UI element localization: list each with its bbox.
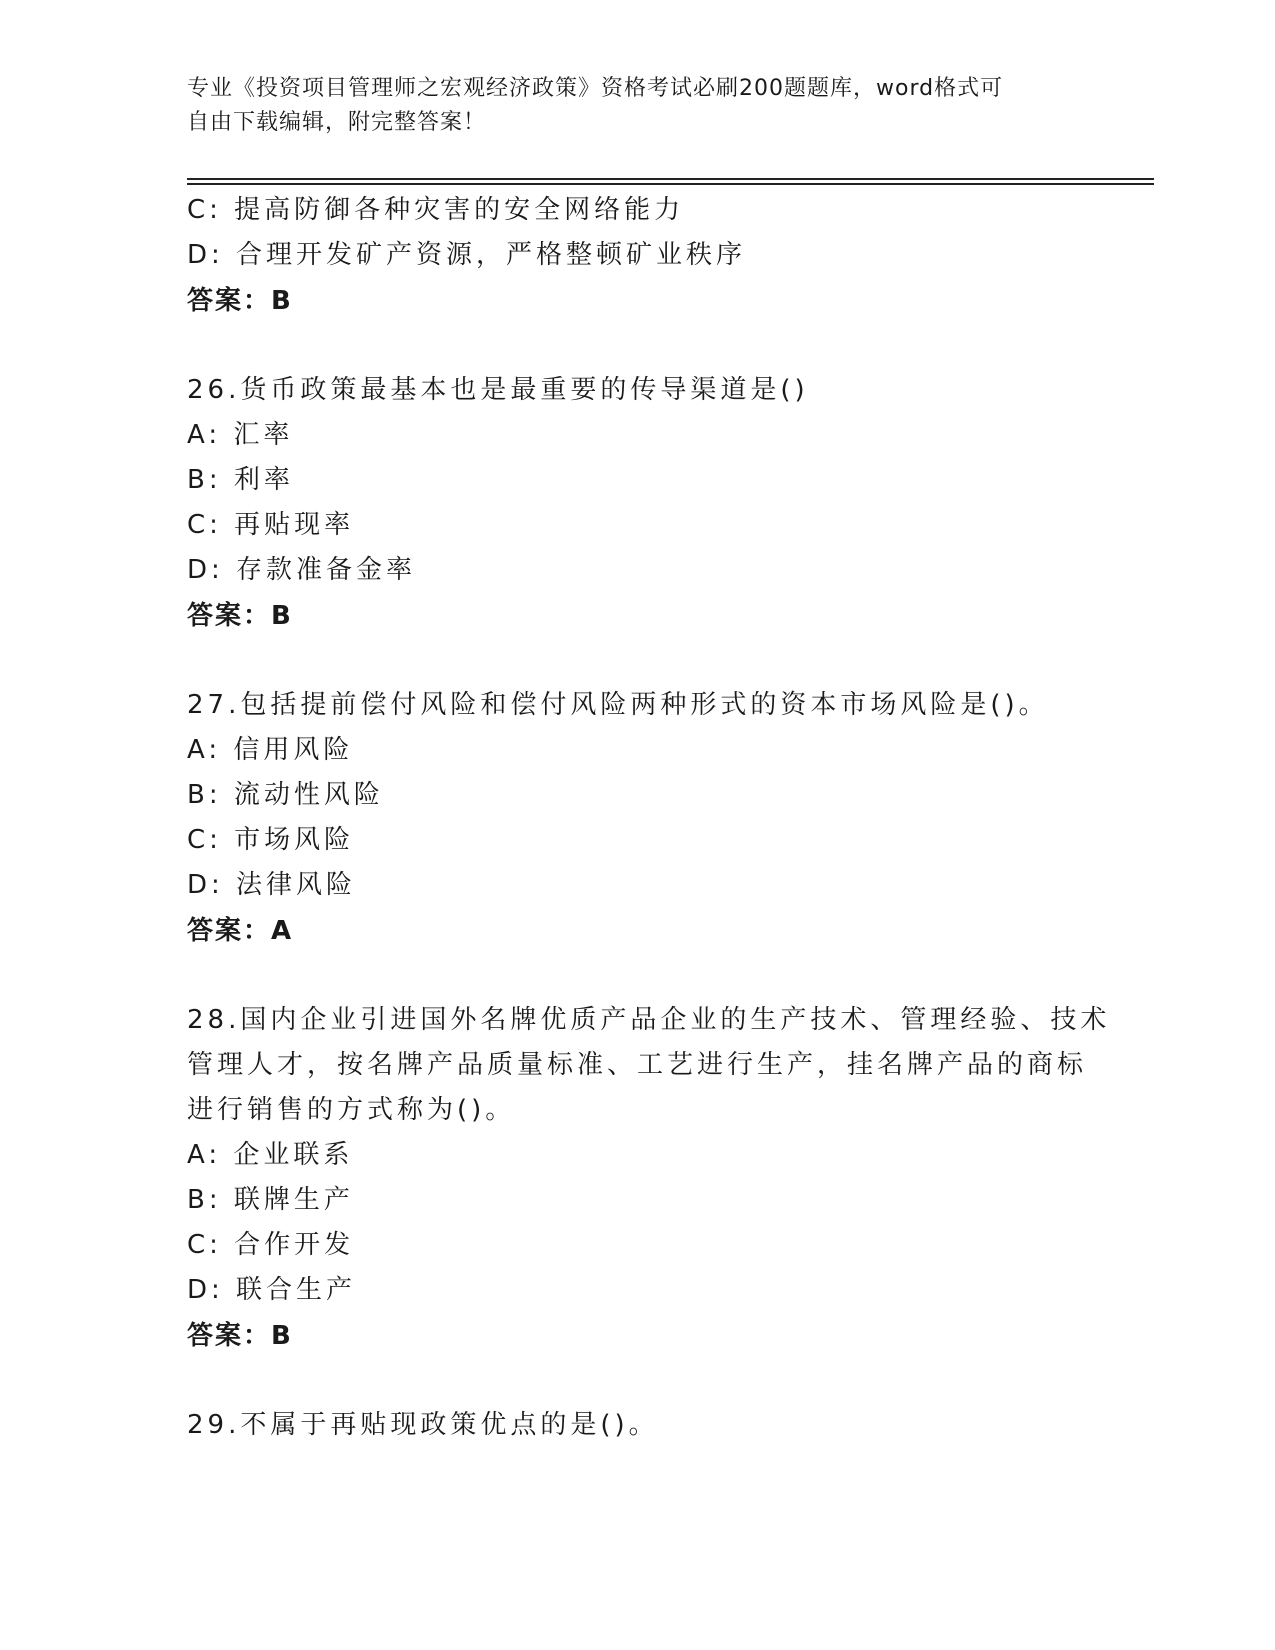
spacer: [187, 639, 1087, 683]
option-a: A: 企业联系: [187, 1140, 354, 1170]
option-b: B: 利率: [187, 465, 294, 495]
question-text-line-2: 管理人才，按名牌产品质量标准、工艺进行生产，挂名牌产品的商标: [187, 1050, 1088, 1080]
document-header: [187, 72, 1077, 140]
question-list: [187, 188, 1111, 1448]
header-title-line-1: 专业《投资项目管理师之宏观经济政策》资格考试必刷200题题库，word格式可: [187, 76, 1004, 101]
option-c: C: 再贴现率: [187, 510, 355, 540]
spacer: [187, 954, 1087, 998]
answer-label: 答案：B: [187, 286, 293, 316]
option-c: C: 市场风险: [187, 825, 355, 855]
option-b: B: 联牌生产: [187, 1185, 354, 1215]
header-title-line-2: 自由下载编辑，附完整答案！: [187, 110, 487, 135]
spacer: [187, 324, 1087, 368]
question-text: 27.包括提前偿付风险和偿付风险两种形式的资本市场风险是()。: [187, 690, 1049, 720]
spacer: [187, 1359, 1087, 1403]
option-d: D: 法律风险: [187, 870, 357, 900]
option-a: A: 信用风险: [187, 735, 354, 765]
answer-label: 答案：A: [187, 916, 294, 946]
question-text-line-1: 28.国内企业引进国外名牌优质产品企业的生产技术、管理经验、技术: [187, 1005, 1111, 1035]
question-text: 26.货币政策最基本也是最重要的传导渠道是(): [187, 375, 809, 405]
option-c: C: 合作开发: [187, 1230, 355, 1260]
question-block-28: [187, 998, 1111, 1359]
question-block-25: [187, 188, 1087, 324]
question-block-27: [187, 683, 1087, 954]
question-block-26: [187, 368, 1087, 639]
question-text-line-3: 进行销售的方式称为()。: [187, 1095, 516, 1125]
header-divider-bottom: [187, 183, 1154, 185]
answer-label: 答案：B: [187, 601, 293, 631]
answer-label: 答案：B: [187, 1321, 293, 1351]
option-c: C: 提高防御各种灾害的安全网络能力: [187, 195, 685, 225]
option-b: B: 流动性风险: [187, 780, 384, 810]
question-text: 29.不属于再贴现政策优点的是()。: [187, 1410, 659, 1440]
header-divider-top: [187, 178, 1154, 180]
question-block-29: [187, 1403, 1087, 1448]
option-d: D: 联合生产: [187, 1275, 357, 1305]
option-d: D: 合理开发矿产资源，严格整顿矿业秩序: [187, 240, 747, 270]
option-d: D: 存款准备金率: [187, 555, 417, 585]
option-a: A: 汇率: [187, 420, 294, 450]
